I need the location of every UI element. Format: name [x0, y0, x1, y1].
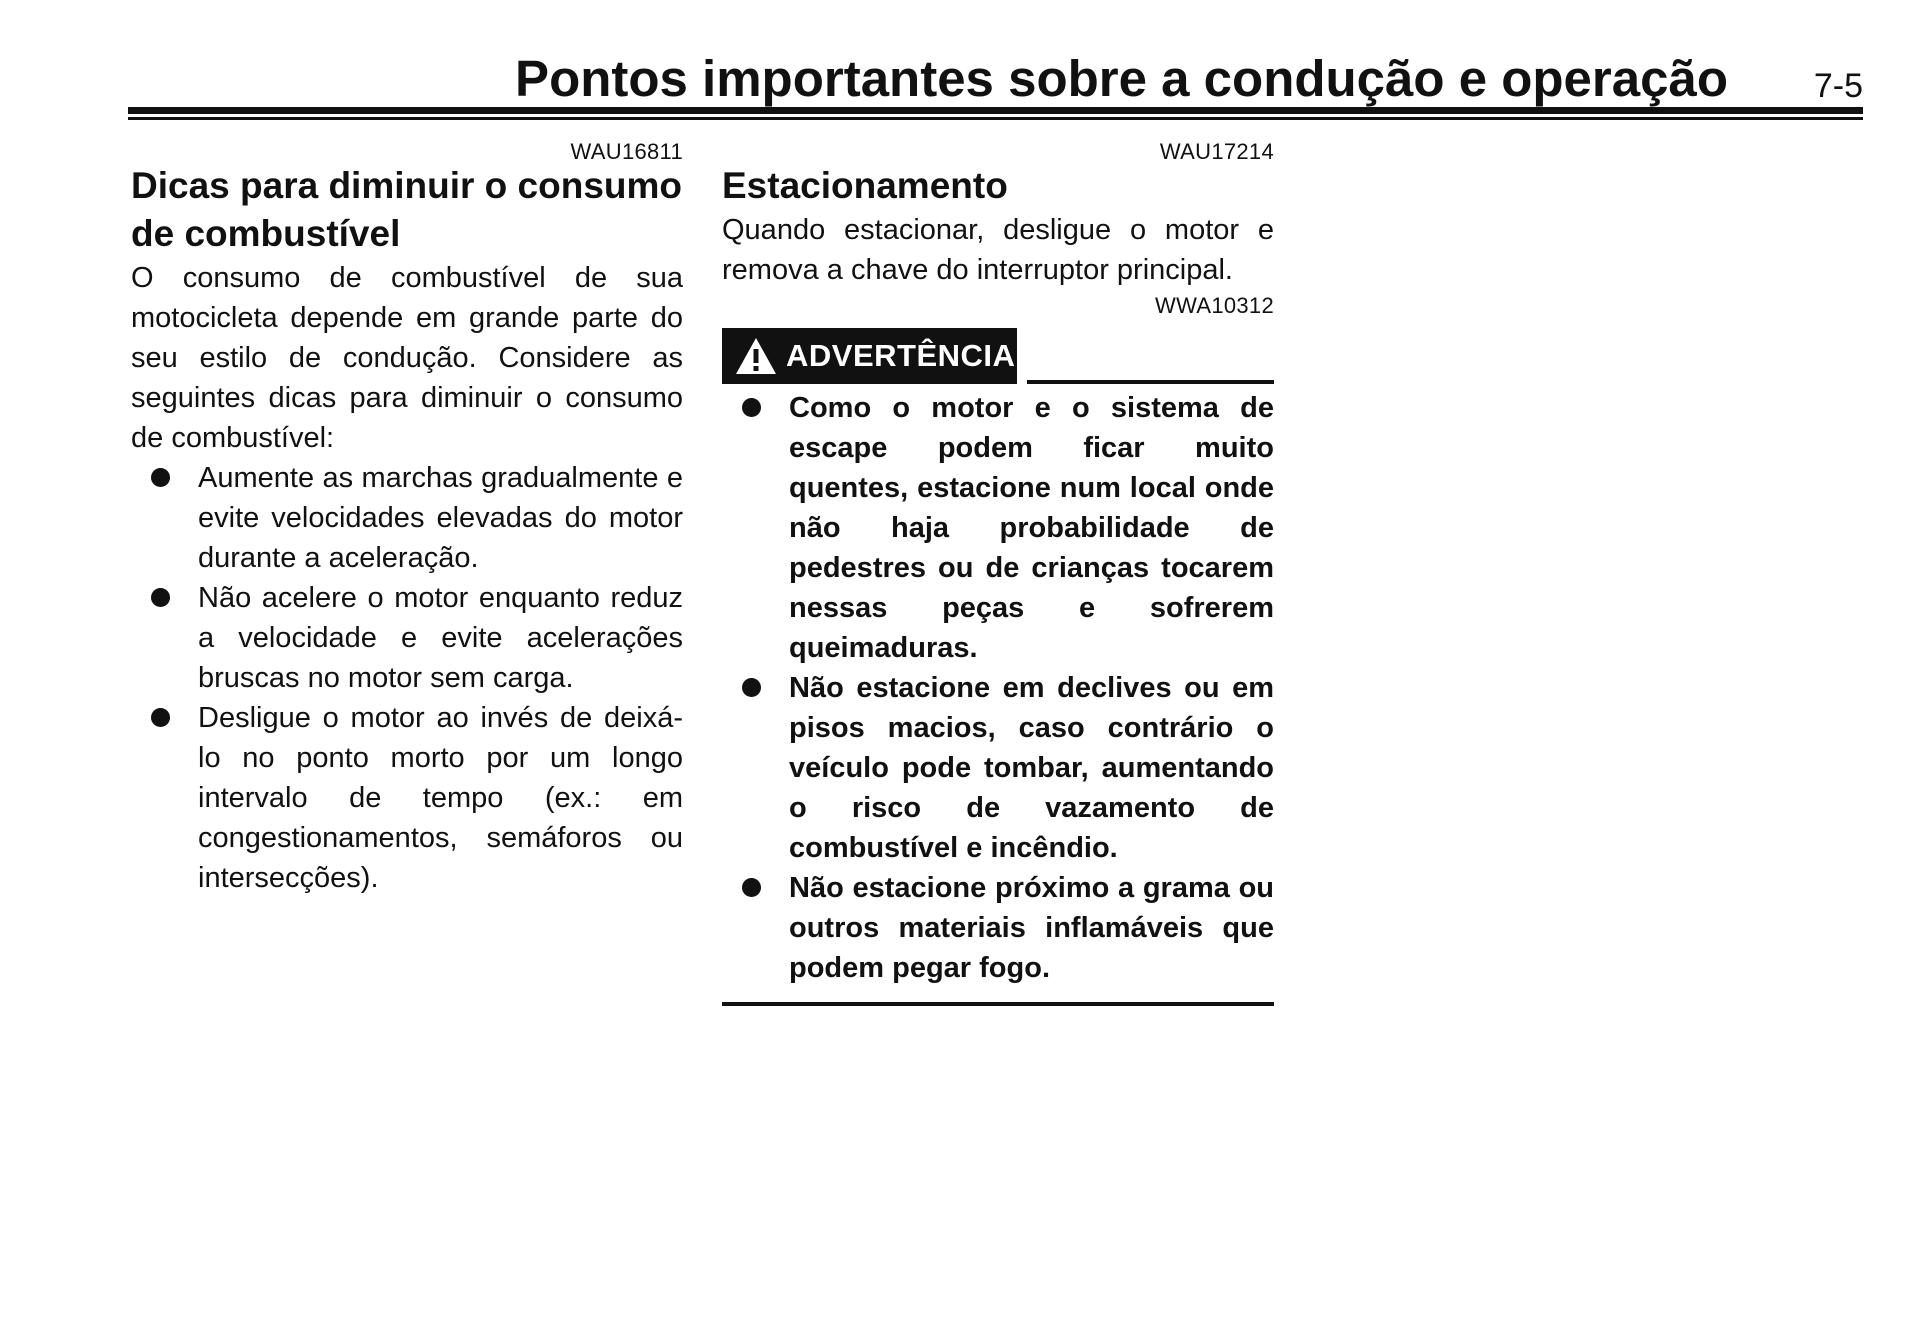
list-item: [722, 668, 1274, 868]
section-code: WAU16811: [570, 139, 683, 164]
section-heading: [131, 162, 683, 258]
page-title: Pontos importantes sobre a condução e operação: [515, 50, 1728, 107]
header-rule-thick: [128, 107, 1863, 114]
list-item: [722, 868, 1274, 988]
list-item: [131, 698, 683, 898]
warning-header: [722, 328, 1274, 384]
bullet-icon: [151, 708, 170, 727]
warning-code: WWA10312: [1155, 293, 1274, 318]
bullet-icon: [742, 878, 761, 897]
warning-list: [722, 388, 1274, 988]
list-item-text: Como o motor e o sistema de escape podem ficar muito quentes, estacione num local onde não haja probabilidade de pedestres ou de crianças tocarem nessas peças e sofrerem queimaduras.: [789, 392, 1274, 664]
fuel-tips-list: [131, 458, 683, 898]
page-number: 7-5: [1813, 67, 1863, 105]
bullet-icon: [151, 468, 170, 487]
section-code: WAU17214: [1159, 139, 1274, 164]
section-heading-line2: de combustível: [131, 213, 401, 254]
section-intro: O consumo de combustível de sua motocicleta depende em grande parte do seu estilo de condução. Considere as seguintes dicas para diminuir o consumo de combustível:: [131, 262, 683, 454]
list-item: [131, 578, 683, 698]
list-item-text: Desligue o motor ao invés de deixá-lo no ponto morto por um longo intervalo de tempo (ex.: em congestionamentos, semáforos ou intersecções).: [198, 702, 683, 894]
bullet-icon: [742, 398, 761, 417]
warning-rule: [1027, 380, 1274, 384]
warning-label: ADVERTÊNCIA: [786, 338, 1016, 373]
parking-section: [722, 136, 1274, 1006]
warning-badge: [722, 328, 1017, 384]
section-intro: Quando estacionar, desligue o motor e remova a chave do interruptor principal.: [722, 214, 1274, 286]
warning-triangle-icon: [734, 336, 778, 376]
warning-end-rule: [722, 1002, 1274, 1006]
bullet-icon: [151, 588, 170, 607]
list-item-text: Aumente as marchas gradualmente e evite velocidades elevadas do motor durante a aceleração.: [198, 462, 683, 574]
bullet-icon: [742, 678, 761, 697]
list-item-text: Não estacione em declives ou em pisos macios, caso contrário o veículo pode tombar, aumentando o risco de vazamento de combustível e incêndio.: [789, 672, 1274, 864]
list-item-text: Não estacione próximo a grama ou outros materiais inflamáveis que podem pegar fogo.: [789, 872, 1274, 984]
section-heading-line1: Dicas para diminuir o consumo: [131, 165, 683, 206]
fuel-tips-section: [131, 136, 683, 898]
list-item-text: Não acelere o motor enquanto reduz a velocidade e evite acelerações bruscas no motor sem carga.: [198, 582, 683, 694]
header-rule-thin: [128, 117, 1863, 120]
list-item: [131, 458, 683, 578]
list-item: [722, 388, 1274, 668]
section-heading: Estacionamento: [722, 165, 1008, 206]
